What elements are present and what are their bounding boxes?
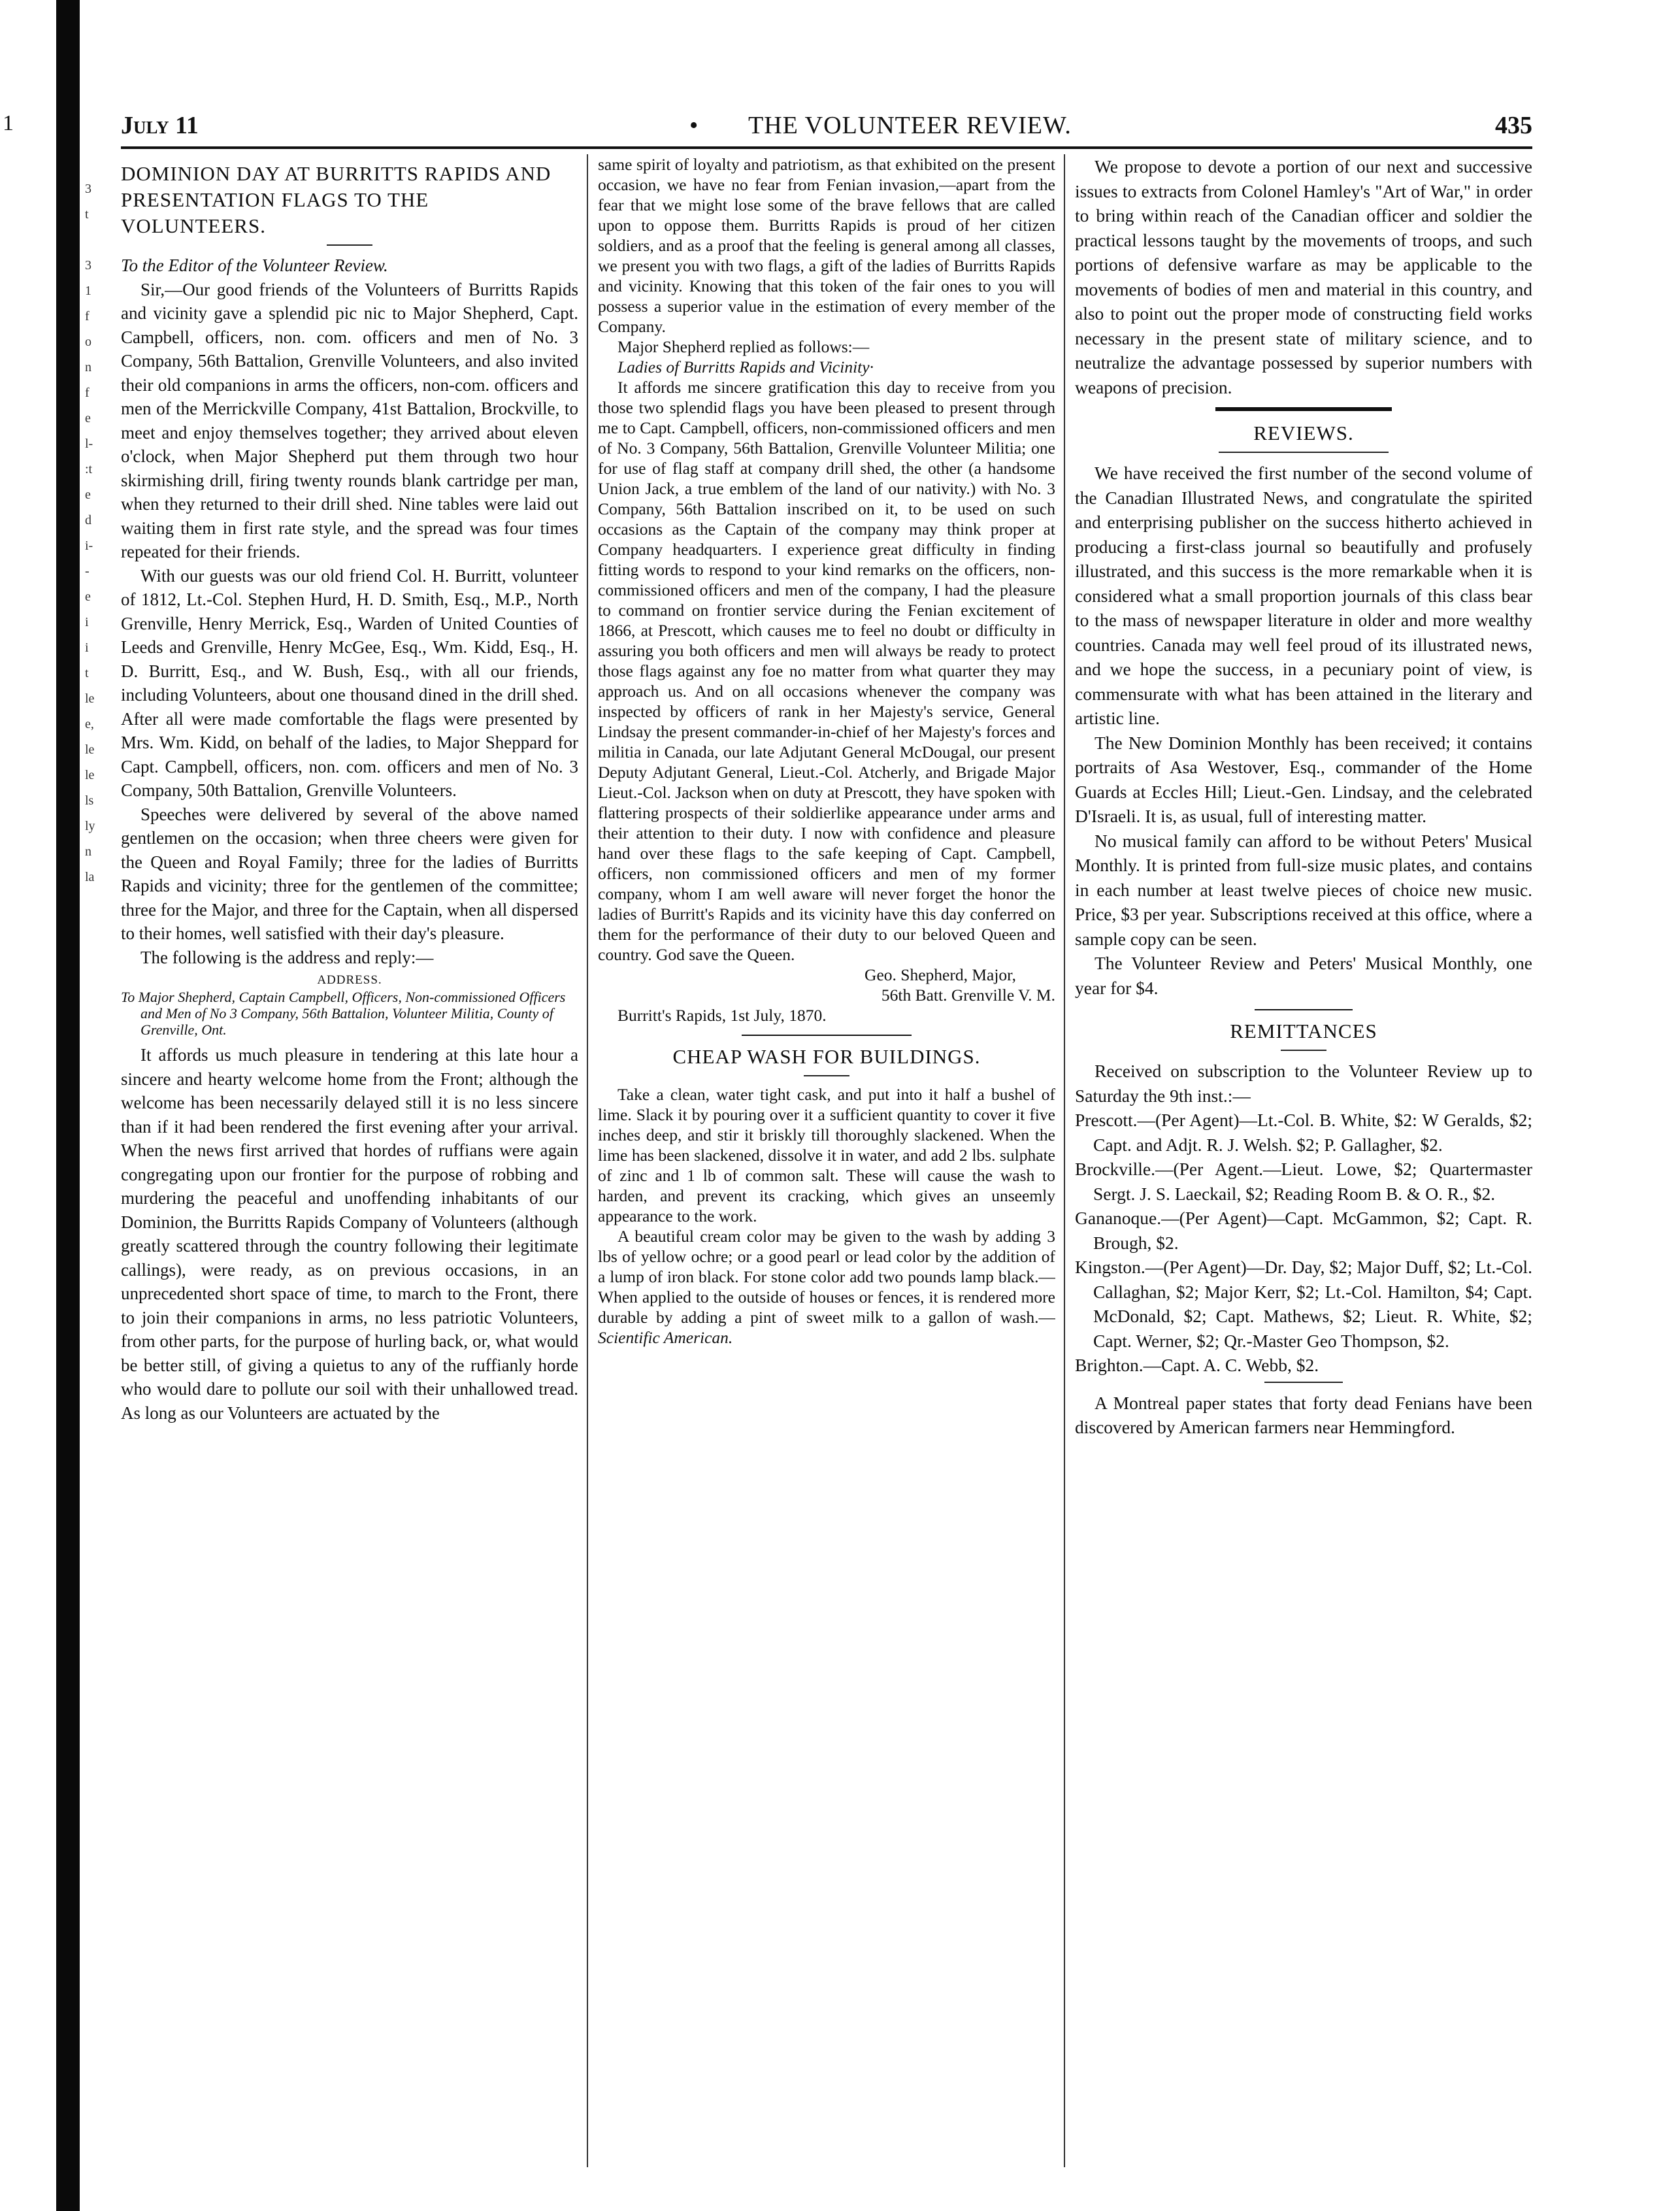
reviews-paragraph-1: We have received the first number of the second volume of the Canadian Illustrated News, and congratulate the spirited and enterprising publisher on the success hitherto achieved in producing a first-class journal so beautifully and profusely illustrated, and this success is the more remarkable when it is considered what a small proportion journals of this class bear to the mass of newspaper literature in older and more wealthy countries. Canada may well feel proud of its illustrated news, and we hope the success, in a pecuniary point of view, is commensurate with what has been attained in the literary and artistic line. [1075,463,1532,728]
remittances-end-rule [1264,1382,1343,1383]
signature-rank: 56th Batt. Grenville V. M. [881,986,1055,1005]
reply-intro: Major Shepherd replied as follows:— [618,337,870,356]
page-number: 435 [1495,112,1532,139]
wash-heading-rule [804,1075,849,1076]
letter-paragraph-3: Speeches were delivered by several of the above named gentlemen on the occasion; when three cheers were given for the Queen and Royal Family; three for the ladies of Burritts Rapids and vicinity; three for the gentlemen of the committee; three for the Major, and three for the Captain, when all dispersed to their homes, well satisfied with their day's pleasure. [121,804,578,943]
wash-paragraph-2 [598,1226,1055,1348]
remittance-prescott: Prescott.—(Per Agent)—Lt.-Col. B. White, $2: W Geralds, $2; Capt. and Adjt. R. J. Welsh. $2; P. Gallagher, $2. [1075,1110,1532,1155]
remittance-gananoque: Gananoque.—(Per Agent)—Capt. McGammon, $2; Capt. R. Brough, $2. [1075,1208,1532,1253]
address-heading: ADDRESS. [317,973,382,987]
column-2 [598,154,1055,2167]
wash-source: Scientific American. [598,1328,733,1347]
issue-date: July 11 [121,112,199,139]
art-of-war-notice: We propose to devote a portion of our next and successive issues to extracts from Colonel Hamley's "Art of War," in order to bring within reach of the Canadian officer and soldier the practical lessons taught by the movements of troops, and such portions of defensive warfare as may be applicable to the movements of bodies of men and material in this country, and also to point out the proper mode of constructing field works necessary in the present state of military science, and to neutralize the advantage possessed by superior numbers with weapons of precision. [1075,156,1532,397]
reviews-paragraph-3: No musical family can afford to be without Peters' Musical Monthly. It is printed from full-size music plates, and contains in each number at least twelve pieces of choice new music. Price, $3 per year. Subscriptions received at this office, where a sample copy can be seen. [1075,830,1532,949]
reviews-heading-rule [1219,452,1389,453]
wash-paragraph-1: Take a clean, water tight cask, and put into it half a bushel of lime. Slack it by pouring over it a sufficient quantity to cover it five inches deep, and stir it briskly till thoroughly slackened. When the lime has been slackened, dissolve it in water, and add 2 lbs. sulphate of zinc and 1 lb of common salt. These will cause the wash to harden, and prevent its cracking, which gives an unseemly appearance to the work. [598,1085,1055,1225]
fenians-notice: A Montreal paper states that forty dead Fenians have been discovered by American farmers near Hemmingford. [1075,1392,1532,1437]
remittances-heading-rule [1281,1050,1326,1051]
reply-salutation: Ladies of Burritts Rapids and Vicinity· [618,357,874,376]
signature-place: Burritt's Rapids, 1st July, 1870. [618,1006,827,1025]
facing-page-spill: 3 t 3 1 f o n f e l- :t e d i- - e i i t le e, le le ls ly n la [85,182,95,884]
margin-mark: 1 [3,111,14,135]
masthead: THE VOLUNTEER REVIEW. [748,112,1072,139]
heading-rule [327,244,372,246]
address-continuation: same spirit of loyalty and patriotism, as that exhibited on the present occasion, we have no fear from Fenian invasion,—apart from the fear that we might lose some of the brave fellows that are called upon to oppose them. Burritts Rapids is proud of her citizen soldiers, and as a proof that the feeling is general among all classes, we present you with two flags, a gift of the ladies of Burritts Rapids and vicinity. Knowing that this token of the fair ones to you will possess a superior value in the estimation of every member of the Company. [598,155,1055,336]
remittances-heading: REMITTANCES [1230,1020,1377,1042]
letter-paragraph-2: With our guests was our old friend Col. H. Burritt, volunteer of 1812, Lt.-Col. Stephen Hurd, H. D. Smith, Esq., M.P., North Grenville, Henry Merrick, Esq., Warden of United Counties of Leeds and Grenville, Henry McGee, Esq., Wm. Kidd, Esq., H. D. Burritt, Esq., and W. Bush, Esq., with all our friends, including Volunteers, about one thousand dined in the drill shed. After all were made comfortable the flags were presented by Mrs. Wm. Kidd, on behalf of the ladies, to Major Sheppard for Capt. Campbell, officers, non. com. officers and men of No. 3 Company, 50th Battalion, Grenville Volunteers. [121,565,578,800]
letter-paragraph-4: The following is the address and reply:— [140,947,434,967]
letter-paragraph-1: Sir,—Our good friends of the Volunteers of Burritts Rapids and vicinity gave a splendid pic nic to Major Shepherd, Capt. Campbell, officers, non. com. officers and men of No. 3 Company, 56th Battalion, Grenville Volunteers, and also invited their old companions in arms the officers, non-com. officers and men of the Merrickville Company, 41st Battalion, Brockville, to meet and enjoy themselves together; they arrived about eleven o'clock, when Major Shepherd put them through two hour skirmishing drill, firing twenty rounds blank cartridge per man, when they returned to their drill shed. Nine tables were laid out waiting them in first rate style, and the spread was four times repeated for their friends. [121,279,578,561]
remittance-brockville: Brockville.—(Per Agent.—Lieut. Lowe, $2; Quartermaster Sergt. J. S. Laeckail, $2; Reading Room B. & O. R., $2. [1075,1159,1532,1204]
page-header [121,111,1532,150]
remittances-rule [1255,1009,1353,1010]
signature-name: Geo. Shepherd, Major, [865,965,1016,984]
header-rule [121,146,1532,149]
address-text: It affords us much pleasure in tendering at this late hour a sincere and hearty welcome home from the Front; although the welcome has been necessarily delayed still it is no less sincere than if it had been rendered the first evening after your arrival. When the news first arrived that hordes of ruffians were again congregating upon our frontier for the purpose of robbing and murdering the peaceful and unoffending inhabitants of our Dominion, the Burritts Rapids Company of Volunteers (although greatly scattered through the country following their legitimate callings), were ready, as on previous occasions, in an unprecedented short space of time, to march to the Front, there to join their companions in arms, no less patriotic Volunteers, from other parts, for the purpose of hurling back, or, what would be better still, of giving a quietus to any of the ruffianly horde who would dare to pollute our soil with their unhallowed tread. As long as our Volunteers are actuated by the [121,1045,578,1423]
cheap-wash-heading: CHEAP WASH FOR BUILDINGS. [672,1045,981,1068]
dominion-day-heading: DOMINION DAY AT BURRITTS RAPIDS AND PRESENTATION FLAGS TO THE VOLUNTEERS. [121,162,552,237]
column-1 [121,154,578,2167]
remittance-brighton: Brighton.—Capt. A. C. Webb, $2. [1075,1355,1319,1375]
remittances-intro: Received on subscription to the Volunteer Review up to Saturday the 9th inst.:— [1075,1061,1532,1106]
reviews-paragraph-2: The New Dominion Monthly has been received; it contains portraits of Asa Westover, Esq., commander of the Home Guards at Eccles Hill; Lieut.-Gen. Lindsay, and the celebrated D'Israeli. It is, as usual, full of interesting matter. [1075,732,1532,826]
binding-gutter-bar [56,0,80,2211]
column-rule-2 [1064,154,1065,2167]
column-rule-1 [587,154,588,2167]
reply-text: It affords me sincere gratification this day to receive from you those two splendid flags you have been pleased to present through me to Capt. Campbell, officers, non-commissioned officers and men of No. 3 Company, 56th Battalion, Grenville Volunteer Militia; one for use of flag staff at company drill shed, the other (a handsome Union Jack, a true emblem of the land of our nativity.) with No. 3 Company, 56th Battalion inscribed on it, to be used on such occasions as the Captain of the company may think proper at Company headquarters. I experience great difficulty in finding fitting words to respond to your kind remarks on the officers, non-commissioned officers and men of the company, I had the pleasure to command on frontier service during the Fenian excitement of 1866, at Prescott, which causes me to feel no doubt or difficulty in assuring you both officers and men will always be ready to protect those flags against any foe no matter from what quarter they may approach us. And on all occasions whenever the company was inspected by officers of rank in her Majesty's service, General Lindsay the present commander-in-chief of her Majesty's forces and militia in Canada, our late Adjutant General McDougal, our present Deputy Adjutant General, Lieut.-Col. Atcherly, and Brigade Major Lieut.-Col. Jackson when on duty at Prescott, they have spoken with flattering prospects of their soldierlike appearance under arms and their attention to their duty. I now with confidence and pleasure hand over these flags to the safe keeping of Capt. Campbell, officers, non commissioned officers and men of my former company, whom I am well aware will never forget the honor the ladies of Burritt's Rapids and its vicinity have this day conferred on them for the performance of their duty to our beloved Queen and country. God save the Queen. [598,378,1055,964]
wash-paragraph-2-text: A beautiful cream color may be given to the wash by adding 3 lbs of yellow ochre; or a good pearl or lead color by the addition of a lump of iron black. For stone color add two pounds lamp black.—When applied to the outside of houses or fences, it is rendered more durable by adding a pint of sweet milk to a gallon of wash.— [598,1227,1055,1327]
column-3 [1075,154,1532,2167]
section-rule [742,1035,912,1036]
header-bullet: • [689,112,699,139]
reviews-heading: REVIEWS. [1253,422,1354,444]
reviews-paragraph-4: The Volunteer Review and Peters' Musical Monthly, one year for $4. [1075,953,1532,998]
address-salutation: To Major Shepherd, Captain Campbell, Officers, Non-commissioned Officers and Men of No 3 Company, 56th Battalion, Volunteer Militia, County of Grenville, Ont. [121,989,566,1038]
to-editor-line: To the Editor of the Volunteer Review. [121,256,388,275]
section-rule-thick [1215,407,1392,411]
remittance-kingston: Kingston.—(Per Agent)—Dr. Day, $2; Major Duff, $2; Lt.-Col. Callaghan, $2; Major Kerr, $2; Lt.-Col. Hamilton, $4; Capt. McDonald, $2; Capt. Mathews, $2; Lieut. R. White, $2; Capt. Werner, $2; Qr.-Master Geo Thompson, $2. [1075,1257,1532,1351]
